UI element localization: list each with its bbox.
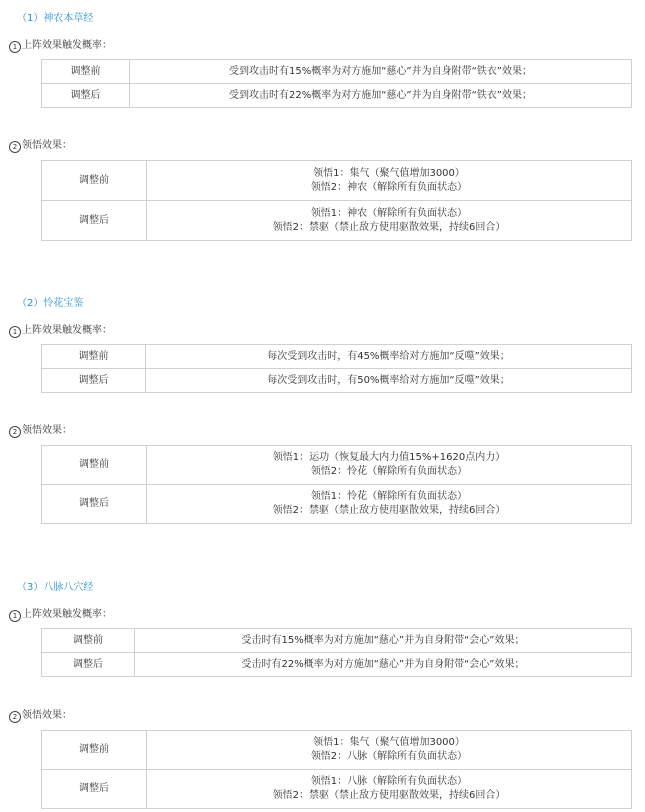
table-row [42, 629, 632, 653]
trigger-heading [9, 321, 112, 338]
table-row [42, 345, 632, 369]
enlight-heading [9, 706, 72, 723]
value-line: 领悟2：禁驱（禁止敌方使用驱散效果，持续6回合） [272, 790, 506, 801]
circled-number-icon: 1 [9, 41, 21, 53]
enlight-heading-label: 领悟效果： [22, 140, 72, 151]
value-line: 领悟2：八脉（解除所有负面状态） [310, 751, 468, 762]
row-value: 受击时有22%概率为对方施加“慈心”并为自身附带“会心”效果； [135, 653, 632, 677]
row-value [147, 731, 632, 770]
enlight-heading [9, 136, 72, 153]
table-row [42, 731, 632, 770]
circled-number-icon: 2 [9, 426, 21, 438]
circled-number-icon: 1 [9, 326, 21, 338]
value-line: 领悟2：神农（解除所有负面状态） [310, 181, 468, 193]
section-title: （1）神农本草经 [17, 13, 94, 24]
value-line: 领悟1：怜花（解除所有负面状态） [310, 491, 468, 502]
row-label: 调整前 [42, 345, 146, 369]
section-title: （3）八脉八穴经 [17, 582, 94, 593]
row-label: 调整前 [42, 446, 147, 485]
row-value [147, 161, 632, 201]
value-line: 领悟1：集气（聚气值增加3000） [313, 737, 465, 748]
enlight-table [41, 730, 632, 809]
circled-number-icon: 2 [9, 141, 21, 153]
table-row [42, 369, 632, 393]
enlight-heading-label: 领悟效果： [22, 710, 72, 721]
row-label: 调整后 [42, 653, 135, 677]
trigger-heading [9, 36, 112, 53]
value-line: 领悟1：八脉（解除所有负面状态） [310, 776, 468, 787]
trigger-heading [9, 605, 112, 622]
enlight-heading [9, 421, 72, 438]
table-row [42, 84, 632, 108]
trigger-heading-label: 上阵效果触发概率： [22, 40, 112, 51]
table-row [42, 446, 632, 485]
row-label: 调整前 [42, 629, 135, 653]
row-label: 调整前 [42, 731, 147, 770]
row-value: 每次受到攻击时，有50%概率给对方施加“反噬”效果； [146, 369, 632, 393]
row-label: 调整后 [42, 84, 130, 108]
row-label: 调整后 [42, 369, 146, 393]
enlight-table [41, 445, 632, 524]
enlight-heading-label: 领悟效果： [22, 425, 72, 436]
table-row [42, 161, 632, 201]
trigger-heading-label: 上阵效果触发概率： [22, 609, 112, 620]
table-row [42, 60, 632, 84]
row-label: 调整后 [42, 201, 147, 241]
enlight-table [41, 160, 632, 241]
row-value [147, 485, 632, 524]
row-value [147, 446, 632, 485]
value-line: 领悟2：怜花（解除所有负面状态） [310, 466, 468, 477]
row-value [147, 201, 632, 241]
value-line: 领悟1：神农（解除所有负面状态） [310, 207, 468, 219]
trigger-table [41, 628, 632, 677]
value-line: 领悟1：运功（恢复最大内力值15%+1620点内力） [272, 452, 506, 463]
row-value [147, 770, 632, 809]
trigger-heading-label: 上阵效果触发概率： [22, 325, 112, 336]
table-row [42, 653, 632, 677]
value-line: 领悟2：禁驱（禁止敌方使用驱散效果，持续6回合） [272, 505, 506, 516]
row-label: 调整后 [42, 485, 147, 524]
row-value: 受击时有15%概率为对方施加“慈心”并为自身附带“会心”效果； [135, 629, 632, 653]
circled-number-icon: 1 [9, 610, 21, 622]
row-value: 受到攻击时有15%概率为对方施加“慈心”并为自身附带“铁衣”效果； [130, 60, 632, 84]
row-label: 调整前 [42, 60, 130, 84]
value-line: 领悟2：禁驱（禁止敌方使用驱散效果，持续6回合） [272, 221, 506, 233]
value-line: 领悟1：集气（聚气值增加3000） [313, 167, 465, 179]
row-label: 调整后 [42, 770, 147, 809]
circled-number-icon: 2 [9, 711, 21, 723]
table-row [42, 485, 632, 524]
row-label: 调整前 [42, 161, 147, 201]
table-row [42, 201, 632, 241]
row-value: 受到攻击时有22%概率为对方施加“慈心”并为自身附带“铁衣”效果； [130, 84, 632, 108]
row-value: 每次受到攻击时，有45%概率给对方施加“反噬”效果； [146, 345, 632, 369]
section-title: （2）怜花宝鉴 [17, 298, 84, 309]
trigger-table [41, 59, 632, 108]
trigger-table [41, 344, 632, 393]
table-row [42, 770, 632, 809]
